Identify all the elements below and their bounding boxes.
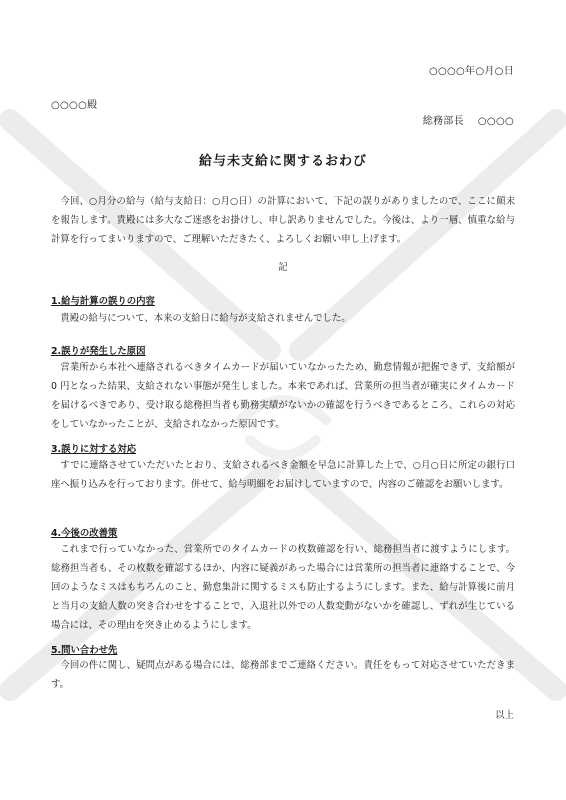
sender-block <box>423 112 514 127</box>
document-date: ○○○○年○月○日 <box>428 66 514 77</box>
recipient-name: ○○○○殿 <box>51 100 98 111</box>
section-body: すでに連絡させていただいたとおり、支給されるべき金額を早急に計算した上で、○月○日に所定の銀行口座へ振り込みを行っております。併せて、給与明細をお届けしていますので、内容のご確認をお願いします。 <box>51 460 515 490</box>
sender-name: ○○○○ <box>477 116 514 127</box>
section-heading: 1.給与計算の誤りの内容 <box>51 296 155 307</box>
section-body: これまで行っていなかった、営業所でのタイムカードの枚数確認を行い、総務担当者に渡すようにします。総務担当者も、その枚数を確認するほか、内容に疑義があった場合には営業所の担当者に連絡することで、今回のようなミスはもちろんのこと、勤怠集計に関するミスも防止するようにします。また、給与計算後に前月と当月の支給人数の突き合わせをすることで、入退社以外での人数変動がないかを確認し、ずれが生じている場合には、その理由を突き止めるようにします。 <box>51 544 515 631</box>
closing-mark: 以上 <box>495 710 514 721</box>
sender-title: 総務部長 <box>422 116 464 127</box>
section-heading: 3.誤りに対する対応 <box>51 444 137 455</box>
section-body: 今回の件に関し、疑問点がある場合には、総務部までご連絡ください。責任をもって対応させていただきます。 <box>51 660 515 690</box>
document-title: 給与未支給に関するおわび <box>198 154 367 169</box>
section-heading: 2.誤りが発生した原因 <box>51 346 146 357</box>
intro-paragraph: 今回、○月分の給与（給与支給日：○月○日）の計算において、下記の誤りがありましたので、ここに顛末を報告します。貴殿には多大なご迷惑をお掛けし、申し訳ありませんでした。今後は、より一層、慎重な給与計算を行ってまいりますので、ご理解いただきたく、よろしくお願い申し上げます。 <box>51 196 515 245</box>
ki-marker: 記 <box>278 262 288 273</box>
section-heading: 5.問い合わせ先 <box>51 645 118 656</box>
section-body: 貴殿の給与について、本来の支給日に給与が支給されませんでした。 <box>60 313 351 324</box>
section-body: 営業所から本社へ連絡されるべきタイムカードが届いていなかったため、勤怠情報が把握できず、支給額が 0 円となった結果、支給されない事態が発生しました。本来であれば、営業所の担当者が確実にタイムカードを届けるべきであり、受け取る総務担当者も勤務実績がないかの確認を行うべきであるところ、これらの対応をしていなかったことが、支給されなかった原因です。 <box>51 362 515 430</box>
section-heading: 4.今後の改善策 <box>51 528 118 539</box>
